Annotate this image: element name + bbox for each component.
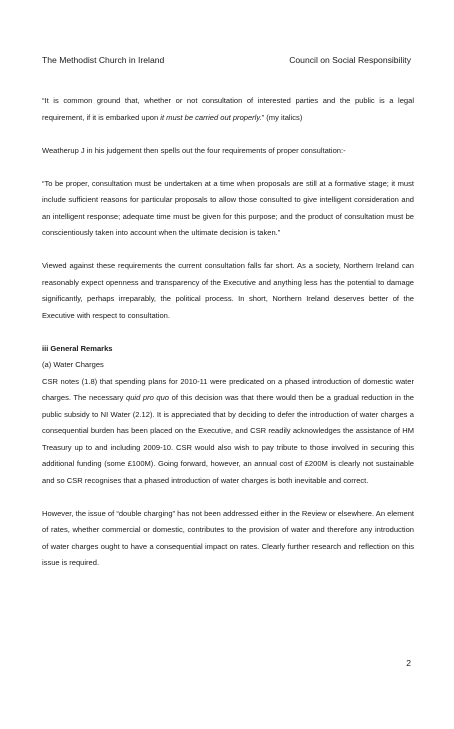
water-charges-text: CSR notes (1.8) that spending plans for 2010-11 were predicated on a phased introduction of domestic water charges. The necessary [42, 376, 414, 402]
header-council: Council on Social Responsibility [289, 55, 411, 65]
paragraph-consultation-shortfall: Viewed against these requirements the current consultation falls far short. As a society, Northern Ireland can reasonably expect openness and transparency of the Executive and anything less has the potential to damage significantly, perhaps irreparably, the political process. In short, Northern Ireland deserves better of the Executive with respect to consultation. [42, 261, 414, 320]
subheading-water-charges: (a) Water Charges [42, 360, 104, 369]
water-charges-tail: of this decision was that there would then be a gradual reduction in the public subsidy to NI Water (2.12). It is appreciated that by deciding to defer the introduction of water charges a consequential burden has been placed on the Executive, and CSR readily acknowledges the assistance of HM Treasury up to and including 2009-10. CSR would also wish to pay tribute to those involved in securing this additional funding (some £100M). Going forward, however, an annual cost of £200M is clearly not sustainable and so CSR recognises that a phased introduction of water charges is both inevitable and correct. [42, 393, 414, 485]
quote-1-text: “It is common ground that, whether or not consultation of interested parties and the public is a legal requirement, if it is embarked upon [42, 96, 414, 122]
quote-paragraph-1 [42, 93, 414, 126]
document-body [42, 93, 414, 572]
quote-paragraph-2: “To be proper, consultation must be undertaken at a time when proposals are still at a formative stage; it must include sufficient reasons for particular proposals to allow those consulted to give intelligent consideration and an intelligent response; adequate time must be given for this purpose; and the product of consultation must be conscientiously taken into account when the ultimate decision is taken.” [42, 178, 414, 237]
paragraph-water-charges [42, 374, 414, 490]
quote-1-italic: it must be carried out properly. [160, 112, 262, 122]
paragraph-weatherup: Weatherup J in his judgement then spells out the four requirements of proper consultation:- [42, 145, 346, 155]
section-heading: iii General Remarks [42, 343, 113, 353]
quote-1-tail: ” (my italics) [261, 112, 303, 122]
page-number: 2 [406, 658, 411, 668]
header-organisation: The Methodist Church in Ireland [42, 55, 165, 65]
paragraph-double-charging: However, the issue of “double charging” has not been addressed either in the Review or elsewhere. An element of rates, whether commercial or domestic, contributes to the provision of water and therefore any introduction of water charges ought to have a consequential impact on rates. Clearly further research and reflection on this issue is required. [42, 508, 414, 567]
water-charges-italic: quid pro quo [126, 393, 170, 402]
